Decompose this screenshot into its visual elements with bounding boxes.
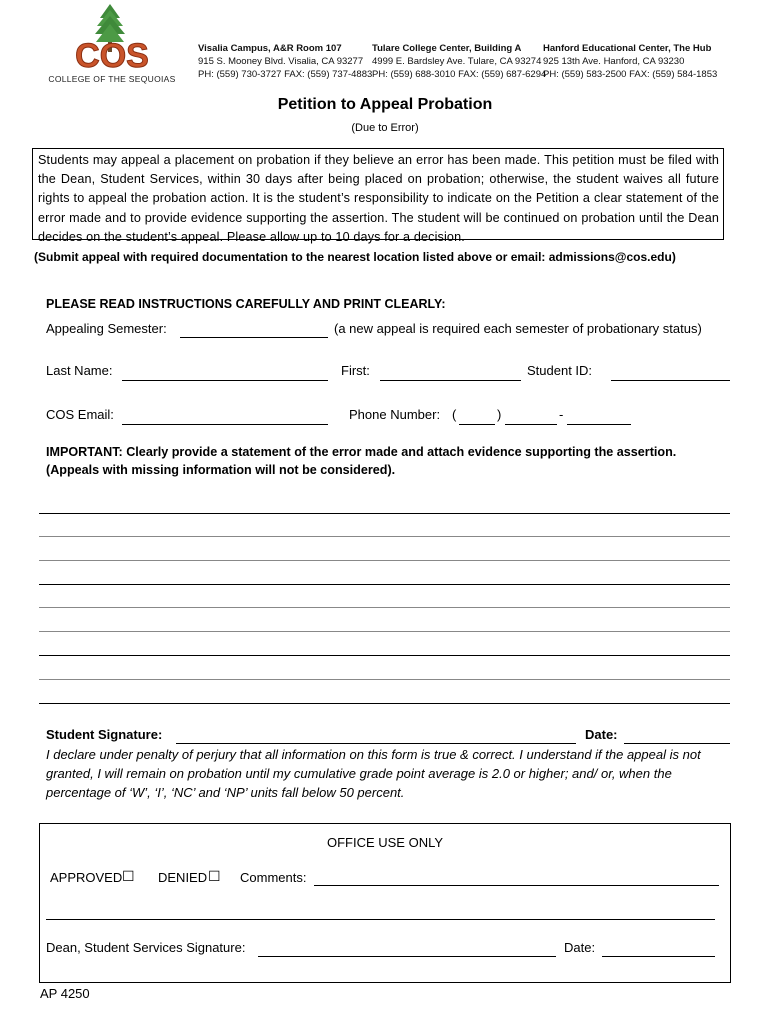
phone-dash: - — [559, 407, 564, 422]
last-name-field[interactable] — [122, 380, 328, 381]
page-title: Petition to Appeal Probation — [277, 96, 493, 113]
location-address: 915 S. Mooney Blvd. Visalia, CA 93277 — [198, 56, 364, 67]
comments-field-line2[interactable] — [46, 919, 715, 920]
phone-line-field[interactable] — [567, 424, 631, 425]
location-phone: PH: (559) 688-3010 FAX: (559) 687-6294 — [372, 69, 547, 80]
dean-date-field[interactable] — [602, 956, 715, 957]
phone-open-paren: ( — [452, 407, 457, 422]
appealing-semester-label: Appealing Semester: — [46, 321, 167, 336]
appealing-semester-field[interactable] — [180, 337, 328, 338]
statement-line[interactable] — [39, 584, 730, 585]
location-phone: PH: (559) 583-2500 FAX: (559) 584-1853 — [543, 69, 718, 80]
submit-note: (Submit appeal with required documentation to the nearest location listed above or email: admissions@cos.edu) — [34, 250, 676, 264]
statement-line[interactable] — [39, 655, 730, 656]
statement-line[interactable] — [39, 631, 730, 632]
approved-checkbox[interactable]: ☐ — [122, 868, 135, 884]
location-tulare — [372, 42, 546, 81]
dean-date-label: Date: — [564, 940, 596, 955]
sequoia-tree-logo-icon — [40, 4, 185, 86]
statement-line[interactable] — [39, 703, 730, 704]
statement-line[interactable] — [39, 536, 730, 537]
important-note-line1: IMPORTANT: Clearly provide a statement of the error made and attach evidence supporting the assertion. — [46, 445, 677, 459]
phone-label: Phone Number: — [349, 407, 441, 422]
first-name-label: First: — [341, 363, 370, 378]
phone-close-paren: ) — [497, 407, 502, 422]
location-title: Tulare College Center, Building A — [372, 43, 522, 54]
location-title: Visalia Campus, A&R Room 107 — [198, 43, 342, 54]
college-logo — [40, 4, 185, 86]
intro-paragraph: Students may appeal a placement on probation if they believe an error has been made. This petition must be filed with the Dean, Student Services, within 30 days after being placed on probation; otherwise, the student waives all future rights to appeal the probation action. It is the student’s responsibility to indicate on the Petition a clear statement of the error made and to provide evidence supporting the assertion. The student will be continued on probation until the Dean decides on the student’s appeal. Please allow up to 10 days for a decision. — [32, 148, 724, 240]
student-id-label: Student ID: — [527, 363, 593, 378]
logo-text: COS — [75, 37, 149, 75]
email-label: COS Email: — [46, 407, 114, 422]
first-name-field[interactable] — [380, 380, 521, 381]
student-date-field[interactable] — [624, 743, 730, 744]
appealing-semester-note: (a new appeal is required each semester of probationary status) — [334, 321, 702, 336]
location-hanford — [543, 42, 717, 81]
form-code: AP 4250 — [40, 986, 90, 1001]
email-field[interactable] — [122, 424, 328, 425]
student-date-label: Date: — [585, 727, 618, 742]
location-address: 4999 E. Bardsley Ave. Tulare, CA 93274 — [372, 56, 542, 67]
location-title: Hanford Educational Center, The Hub — [543, 43, 712, 54]
declaration-text: I declare under penalty of perjury that all information on this form is true & correct. I understand if the appeal is not granted, I will remain on probation until my cumulative grade point average is 2.0 or higher; and/ or, when the percentage of ‘W’, ‘I’, ‘NC’ and ‘NP’ units fall below 50 percent. — [46, 747, 701, 800]
office-use-heading: OFFICE USE ONLY — [326, 835, 444, 850]
statement-line[interactable] — [39, 679, 730, 680]
last-name-label: Last Name: — [46, 363, 113, 378]
logo-subtext: COLLEGE OF THE SEQUOIAS — [48, 74, 176, 84]
statement-line[interactable] — [39, 513, 730, 514]
location-address: 925 13th Ave. Hanford, CA 93230 — [543, 56, 685, 67]
phone-prefix-field[interactable] — [505, 424, 557, 425]
student-id-field[interactable] — [611, 380, 730, 381]
location-visalia — [198, 42, 372, 81]
student-signature-label: Student Signature: — [46, 727, 163, 742]
location-phone: PH: (559) 730-3727 FAX: (559) 737-4883 — [198, 69, 373, 80]
statement-line[interactable] — [39, 607, 730, 608]
student-signature-field[interactable] — [176, 743, 576, 744]
dean-signature-field[interactable] — [258, 956, 556, 957]
denied-checkbox[interactable]: ☐ — [208, 868, 221, 884]
comments-field[interactable] — [314, 885, 719, 886]
denied-label: DENIED — [158, 870, 208, 885]
phone-area-code-field[interactable] — [459, 424, 495, 425]
dean-signature-label: Dean, Student Services Signature: — [46, 940, 246, 955]
approved-label: APPROVED — [50, 870, 123, 885]
comments-label: Comments: — [240, 870, 307, 885]
instructions-heading: PLEASE READ INSTRUCTIONS CAREFULLY AND PRINT CLEARLY: — [46, 297, 446, 311]
page-subtitle: (Due to Error) — [351, 122, 419, 134]
important-note-line2: (Appeals with missing information will not be considered). — [46, 463, 396, 477]
statement-line[interactable] — [39, 560, 730, 561]
